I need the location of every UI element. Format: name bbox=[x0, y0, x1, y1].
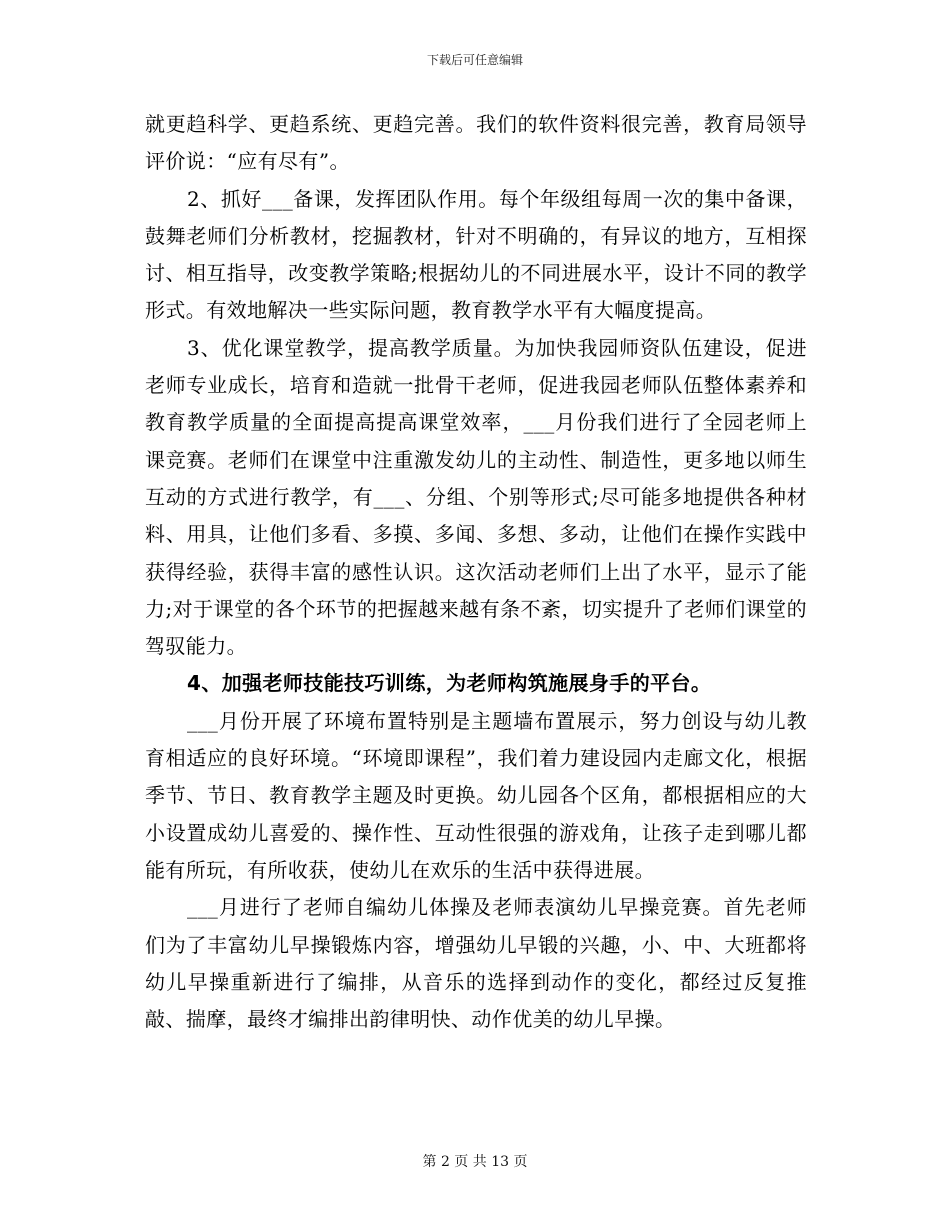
page-header: 下载后可任意编辑 bbox=[426, 53, 523, 67]
paragraph-item-3: 3、优化课堂教学，提高教学质量。为加快我园师资队伍建设，促进老师专业成长，培育和造就一批骨干老师，促进我园老师队伍整体素养和教育教学质量的全面提高提高课堂效率，___月份我们进行了全园老师上课竞赛。老师们在课堂中注重激发幼儿的主动性、制造性，更多地以师生互动的方式进行教学，有___、分组、个别等形式;尽可能多地提供各种材料、用具，让他们多看、多摸、多闻、多想、多动，让他们在操作实践中获得经验，获得丰富的感性认识。这次活动老师们上出了水平，显示了能力;对于课堂的各个环节的把握越来越有条不紊，切实提升了老师们课堂的驾驭能力。 bbox=[145, 335, 807, 659]
paragraph-item-2: 2、抓好___备课，发挥团队作用。每个年级组每周一次的集中备课，鼓舞老师们分析教材，挖掘教材，针对不明确的，有异议的地方，互相探讨、相互指导，改变教学策略;根据幼儿的不同进展水平，设计不同的教学形式。有效地解决一些实际问题，教育教学水平有大幅度提高。 bbox=[145, 186, 807, 323]
paragraph-morning-exercise: ___月进行了老师自编幼儿体操及老师表演幼儿早操竞赛。首先老师们为了丰富幼儿早操锻炼内容，增强幼儿早锻的兴趣，小、中、大班都将幼儿早操重新进行了编排，从音乐的选择到动作的变化，都经过反复推敲、揣摩，最终才编排出韵律明快、动作优美的幼儿早操。 bbox=[145, 895, 807, 1032]
document-body bbox=[145, 106, 807, 1038]
section-heading-item-4: 4、加强老师技能技巧训练，为老师构筑施展身手的平台。 bbox=[187, 671, 712, 696]
paragraph-environment: ___月份开展了环境布置特别是主题墙布置展示，努力创设与幼儿教育相适应的良好环境。“环境即课程”，我们着力建设园内走廊文化，根据季节、节日、教育教学主题及时更换。幼儿园各个区角，都根据相应的大小设置成幼儿喜爱的、操作性、互动性很强的游戏角，让孩子走到哪儿都能有所玩，有所收获，使幼儿在欢乐的生活中获得进展。 bbox=[145, 708, 807, 882]
page-number: 第 2 页 共 13 页 bbox=[422, 1154, 528, 1170]
paragraph-continuation: 就更趋科学、更趋系统、更趋完善。我们的软件资料很完善，教育局领导评价说：“应有尽有”。 bbox=[145, 112, 807, 174]
